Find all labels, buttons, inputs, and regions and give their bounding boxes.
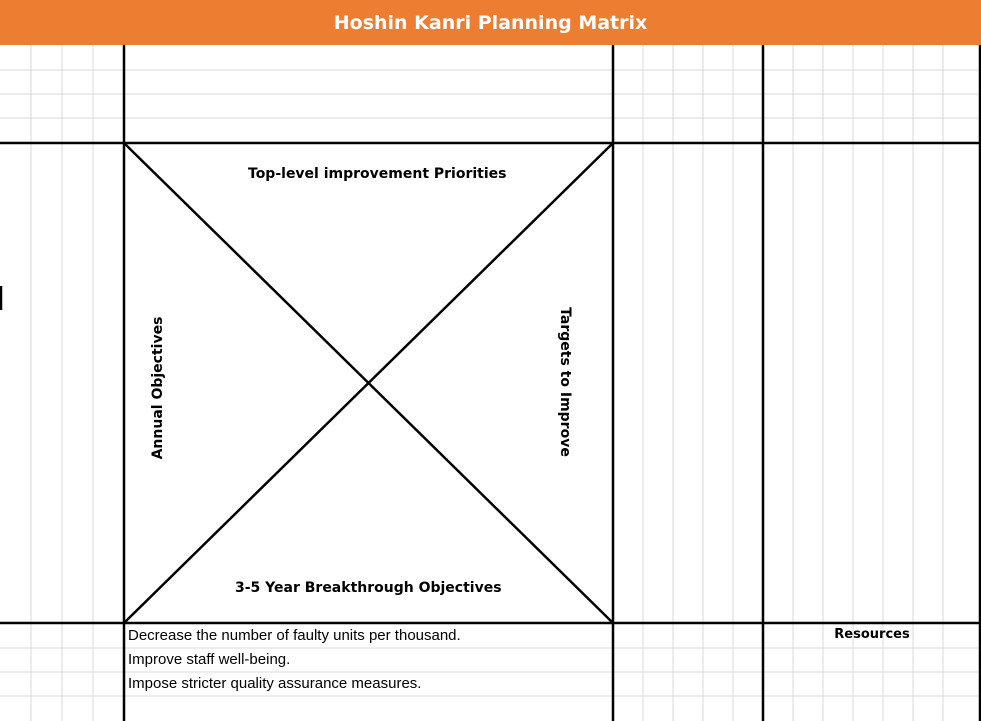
targets-to-improve-label: Targets to Improve bbox=[557, 307, 573, 457]
matrix-diagonals bbox=[124, 143, 613, 623]
objective-item-2[interactable]: Improve staff well-being. bbox=[128, 651, 291, 668]
resources-label: Resources bbox=[834, 627, 910, 642]
breakthrough-objectives-label: 3-5 Year Breakthrough Objectives bbox=[235, 580, 502, 596]
objective-item-1[interactable]: Decrease the number of faulty units per thousand. bbox=[128, 627, 461, 644]
objective-item-3[interactable]: Impose stricter quality assurance measures. bbox=[128, 675, 422, 692]
title-bar bbox=[0, 0, 981, 45]
annual-objectives-label: Annual Objectives bbox=[150, 316, 166, 460]
top-priorities-label: Top-level improvement Priorities bbox=[248, 166, 507, 182]
matrix-title: Hoshin Kanri Planning Matrix bbox=[333, 11, 648, 34]
